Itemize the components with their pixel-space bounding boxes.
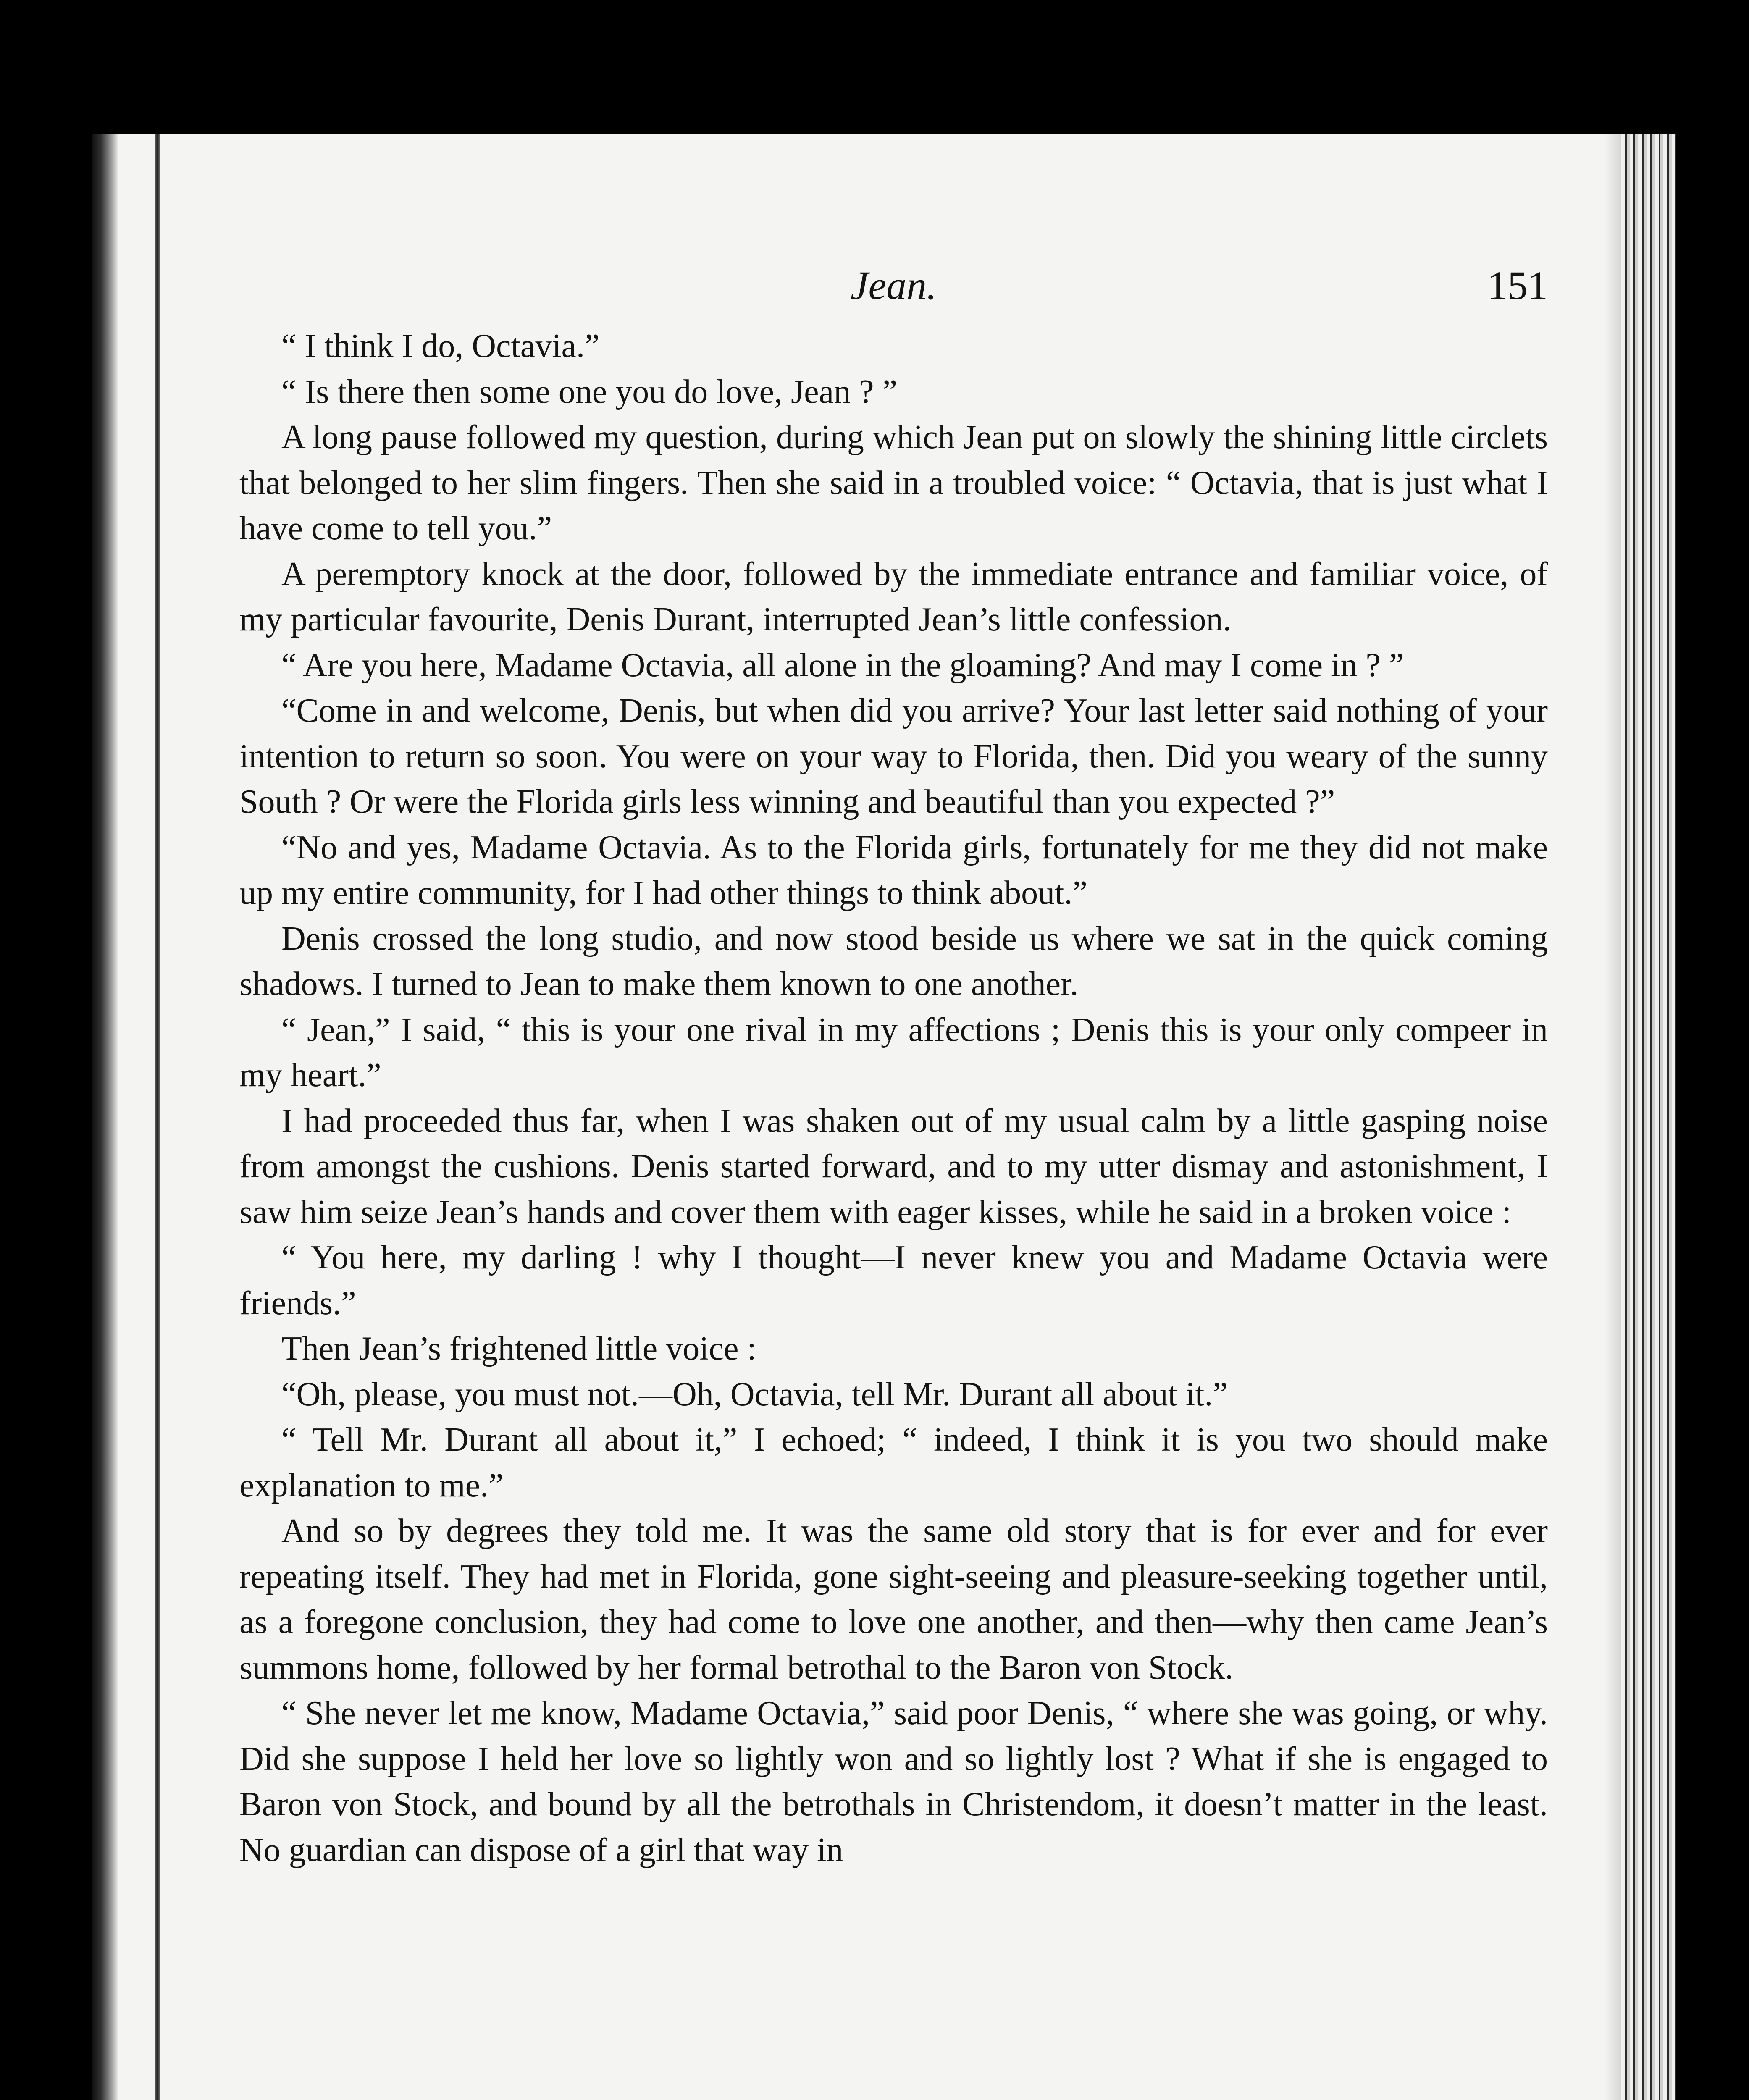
paragraph: “No and yes, Madame Octavia. As to the Florida girls, fortunately for me they did not make up my entire community, for I had other things to think about.”	[239, 829, 1548, 911]
paragraph: “ Is there then some one you do love, Jean ? ”	[281, 373, 898, 410]
running-title: Jean.	[850, 263, 937, 308]
paragraph: A peremptory knock at the door, followed by the immediate entrance and familiar voice, of my particular favourite, Denis Durant, interrupted Jean’s little confession.	[239, 555, 1548, 638]
paragraph: “ Tell Mr. Durant all about it,” I echoed; “ indeed, I think it is you two should make explanation to me.”	[239, 1421, 1548, 1504]
paragraph: And so by degrees they told me. It was the same old story that is for ever and for ever repeating itself. They had met in Florida, gone sight-seeing and pleasure-seeking together until, as a foregone conclusion, they had come to love one another, and then—why then came Jean’s summons home, followed by her formal betrothal to the Baron von Stock.	[239, 1512, 1548, 1686]
paragraph: “ Are you here, Madame Octavia, all alone in the gloaming? And may I come in ? ”	[281, 646, 1404, 684]
paragraph: “ She never let me know, Madame Octavia,” said poor Denis, “ where she was going, or why. Did she suppose I held her love so lightly won and so lightly lost ? What if she is engaged to Baron von Stock, and bound by all the betrothals in Christendom, it doesn’t matter in the least. No guardian can dispose of a girl that way in	[239, 1695, 1548, 1869]
paragraph: Then Jean’s frightened little voice :	[281, 1330, 756, 1367]
paragraph: “ You here, my darling ! why I thought—I never knew you and Madame Octavia were friends.”	[239, 1239, 1548, 1322]
binding-edge	[155, 134, 160, 2100]
paragraph: A long pause followed my question, during which Jean put on slowly the shining little circlets that belonged to her slim fingers. Then she said in a troubled voice: “ Octavia, that is just what I have come to tell you.”	[239, 419, 1548, 547]
paragraph: “ I think I do, Octavia.”	[281, 328, 600, 365]
stacked-page-edges	[1621, 134, 1676, 2100]
page-text	[239, 256, 1548, 1873]
running-head	[239, 256, 1548, 319]
page-gutter-shadow	[92, 134, 118, 2100]
paragraph: “Come in and welcome, Denis, but when did you arrive? Your last letter said nothing of your intention to return so soon. You were on your way to Florida, then. Did you weary of the sunny South ? Or were the Florida girls less winning and beautiful than you expected ?”	[239, 692, 1548, 820]
page-number: 151	[1487, 263, 1548, 308]
book-page	[92, 134, 1676, 2100]
paragraph: I had proceeded thus far, when I was shaken out of my usual calm by a little gasping noise from amongst the cushions. Denis started forward, and to my utter dismay and astonishment, I saw him seize Jean’s hands and cover them with eager kisses, while he said in a broken voice :	[239, 1102, 1548, 1231]
page-edge-shadow	[1605, 134, 1621, 2100]
paragraph: “ Jean,” I said, “ this is your one rival in my affections ; Denis this is your only compeer in my heart.”	[239, 1011, 1548, 1094]
paragraph: Denis crossed the long studio, and now stood beside us where we sat in the quick coming shadows. I turned to Jean to make them known to one another.	[239, 920, 1548, 1003]
paragraph: “Oh, please, you must not.—Oh, Octavia, tell Mr. Durant all about it.”	[281, 1376, 1228, 1413]
